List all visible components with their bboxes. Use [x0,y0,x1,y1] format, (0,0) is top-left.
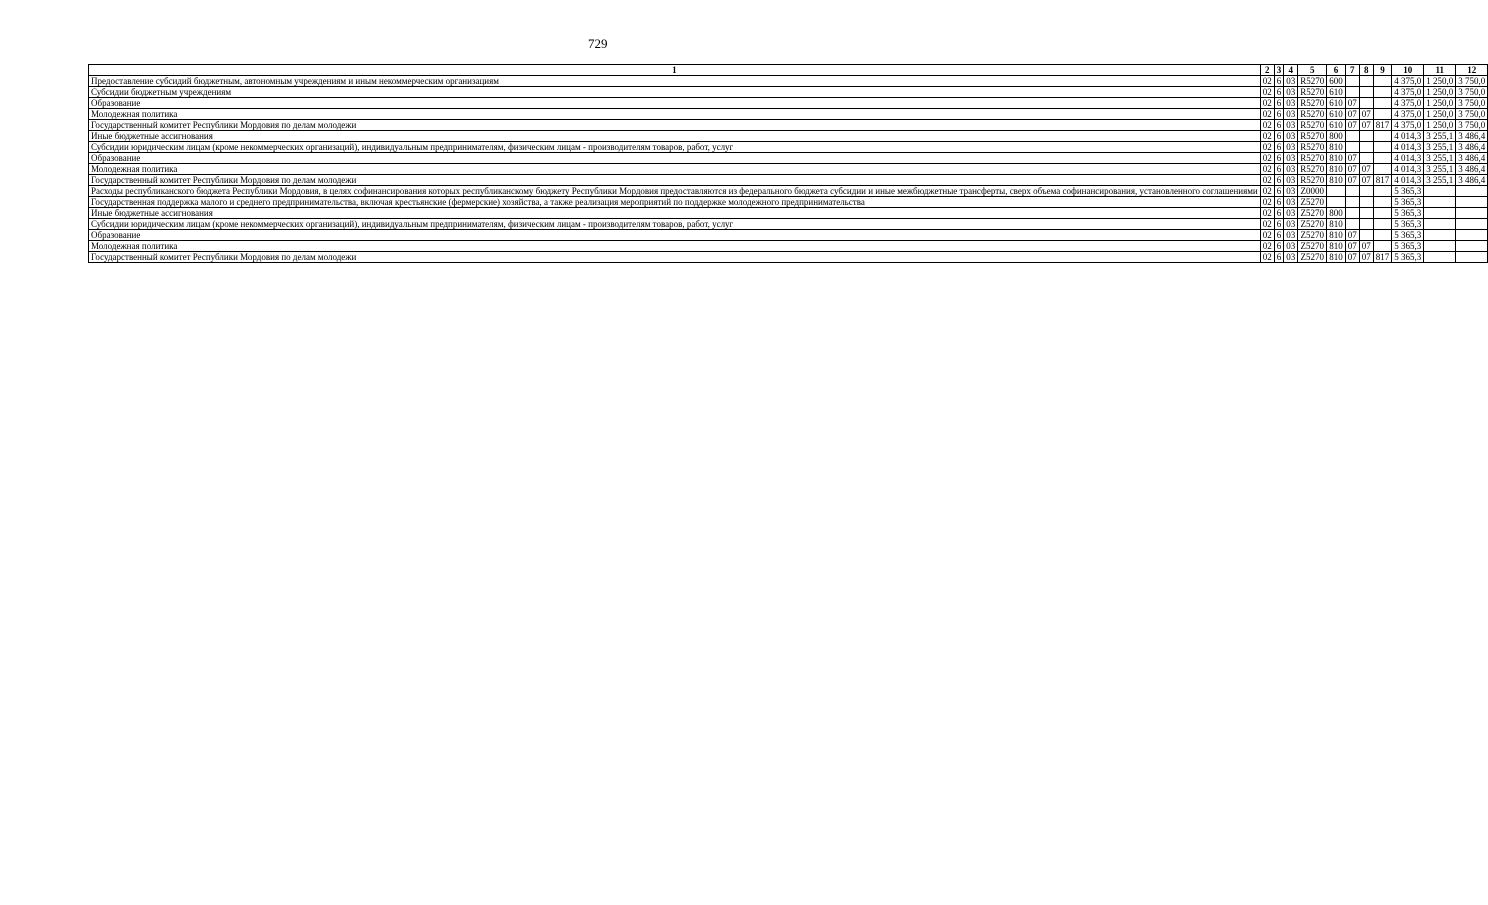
table-cell: 3 750,0 [1456,87,1488,98]
row-label: Образование [89,98,1261,109]
column-header: 2 [1260,65,1274,76]
table-cell [1373,153,1392,164]
row-label: Государственный комитет Республики Мордовия по делам молодежи [89,120,1261,131]
table-cell [1456,241,1488,252]
table-cell: 810 [1327,142,1346,153]
table-row [89,109,1488,120]
table-cell: R5270 [1298,120,1327,131]
column-header: 7 [1345,65,1359,76]
table-cell: 1 250,0 [1424,109,1456,120]
table-cell: R5270 [1298,131,1327,142]
table-cell: 02 [1260,164,1274,175]
table-cell: 3 486,4 [1456,131,1488,142]
table-cell [1327,197,1346,208]
table-cell: 02 [1260,153,1274,164]
table-cell: 03 [1284,120,1298,131]
table-cell: 02 [1260,252,1274,263]
table-cell: 810 [1327,230,1346,241]
table-cell: 6 [1274,230,1284,241]
table-row [89,241,1488,252]
table-cell: 07 [1359,175,1373,186]
page-number: 729 [588,36,608,51]
row-label: Молодежная политика [89,109,1261,120]
row-label: Субсидии юридическим лицам (кроме некоммерческих организаций), индивидуальным предпринимателям, физическим лицам - производителям товаров, работ, услуг [89,219,1261,230]
table-cell: Z5270 [1298,230,1327,241]
table-cell [1359,87,1373,98]
table-cell: 02 [1260,208,1274,219]
table-cell: 02 [1260,230,1274,241]
table-cell: 02 [1260,175,1274,186]
table-cell [1373,98,1392,109]
table-row [89,164,1488,175]
table-cell: 817 [1373,252,1392,263]
table-cell: 800 [1327,131,1346,142]
table-row [89,76,1488,87]
table-cell: 3 255,1 [1424,131,1456,142]
row-label: Молодежная политика [89,164,1261,175]
table-cell: 6 [1274,241,1284,252]
table-cell [1359,153,1373,164]
table-cell: 03 [1284,186,1298,197]
table-cell: 3 486,4 [1456,142,1488,153]
table-cell [1373,219,1392,230]
table-cell: 02 [1260,87,1274,98]
table-cell: 610 [1327,109,1346,120]
table-cell: 6 [1274,252,1284,263]
table-cell [1359,98,1373,109]
column-header: 11 [1424,65,1456,76]
column-header: 12 [1456,65,1488,76]
table-cell: 810 [1327,252,1346,263]
row-label: Предоставление субсидий бюджетным, автономным учреждениям и иным некоммерческим организациям [89,76,1261,87]
table-cell: 817 [1373,175,1392,186]
table-cell: 02 [1260,241,1274,252]
table-cell [1373,186,1392,197]
table-row [89,230,1488,241]
table-cell: 07 [1359,241,1373,252]
table-cell: 6 [1274,142,1284,153]
budget-table [88,64,1488,263]
table-cell: 1 250,0 [1424,87,1456,98]
table-cell [1373,241,1392,252]
table-cell: 07 [1345,98,1359,109]
table-cell: 1 250,0 [1424,76,1456,87]
row-label: Образование [89,153,1261,164]
table-cell: 6 [1274,131,1284,142]
table-cell: 3 750,0 [1456,109,1488,120]
table-cell: 3 255,1 [1424,153,1456,164]
table-cell: 07 [1359,252,1373,263]
table-cell: 6 [1274,153,1284,164]
table-row [89,219,1488,230]
row-label: Образование [89,230,1261,241]
column-header: 8 [1359,65,1373,76]
table-cell: 03 [1284,142,1298,153]
column-header: 4 [1284,65,1298,76]
table-cell [1456,252,1488,263]
table-cell: Z0000 [1298,186,1327,197]
table-cell: 02 [1260,142,1274,153]
table-row [89,252,1488,263]
table-cell: R5270 [1298,87,1327,98]
table-cell: 610 [1327,87,1346,98]
table-cell: 02 [1260,109,1274,120]
table-cell: 02 [1260,120,1274,131]
table-cell [1373,87,1392,98]
table-cell: 07 [1359,109,1373,120]
table-cell [1424,241,1456,252]
table-cell: 610 [1327,98,1346,109]
row-label: Субсидии бюджетным учреждениям [89,87,1261,98]
table-cell: 03 [1284,252,1298,263]
table-cell: 810 [1327,153,1346,164]
column-header: 1 [89,65,1261,76]
table-cell [1424,197,1456,208]
table-row [89,175,1488,186]
table-cell: Z5270 [1298,208,1327,219]
table-cell: 07 [1359,120,1373,131]
table-cell: 1 250,0 [1424,98,1456,109]
table-cell: 3 750,0 [1456,98,1488,109]
table-cell: 5 365,3 [1392,197,1424,208]
table-row [89,87,1488,98]
table-cell: 810 [1327,219,1346,230]
table-cell: 07 [1345,241,1359,252]
table-cell: 3 255,1 [1424,142,1456,153]
table-cell [1456,208,1488,219]
table-row [89,197,1488,208]
table-cell: 5 365,3 [1392,241,1424,252]
table-cell: 4 014,3 [1392,153,1424,164]
table-cell [1373,230,1392,241]
row-label: Расходы республиканского бюджета Республики Мордовия, в целях софинансирования которых республиканскому бюджету Республики Мордовия предоставляются из федерального бюджета субсидии и иные межбюджетные трансферты, сверх объема софинансирования, установленного соглашениями [89,186,1261,197]
table-cell: 4 375,0 [1392,76,1424,87]
table-cell: 02 [1260,131,1274,142]
table-cell: 4 375,0 [1392,120,1424,131]
row-label: Молодежная политика [89,241,1261,252]
table-cell: Z5270 [1298,197,1327,208]
table-cell: 6 [1274,219,1284,230]
row-label: Иные бюджетные ассигнования [89,131,1261,142]
table-cell [1373,131,1392,142]
table-row [89,131,1488,142]
table-cell: 3 255,1 [1424,175,1456,186]
table-cell: 07 [1345,120,1359,131]
table-cell: 3 255,1 [1424,164,1456,175]
table-cell: 02 [1260,197,1274,208]
table-cell: 600 [1327,76,1346,87]
table-body [89,76,1488,263]
column-header: 6 [1327,65,1346,76]
table-cell [1456,219,1488,230]
table-cell: 02 [1260,219,1274,230]
table-cell [1345,186,1359,197]
table-cell: 800 [1327,208,1346,219]
table-cell: R5270 [1298,153,1327,164]
table-cell: 817 [1373,120,1392,131]
table-cell: 07 [1345,164,1359,175]
table-cell: Z5270 [1298,252,1327,263]
table-cell: R5270 [1298,98,1327,109]
table-cell: 810 [1327,241,1346,252]
table-cell: 810 [1327,164,1346,175]
table-cell [1359,197,1373,208]
table-cell: 5 365,3 [1392,186,1424,197]
table-cell: 5 365,3 [1392,252,1424,263]
table-cell: Z5270 [1298,241,1327,252]
table-cell: 03 [1284,208,1298,219]
table-row [89,120,1488,131]
table-cell [1456,197,1488,208]
table-cell: 03 [1284,219,1298,230]
column-header: 10 [1392,65,1424,76]
table-cell [1373,197,1392,208]
table-cell: 07 [1359,164,1373,175]
table-cell: 4 014,3 [1392,164,1424,175]
table-cell: 3 486,4 [1456,175,1488,186]
table-cell: 3 486,4 [1456,164,1488,175]
table-cell [1359,208,1373,219]
table-cell: 03 [1284,164,1298,175]
table-cell [1456,230,1488,241]
row-label: Субсидии юридическим лицам (кроме некоммерческих организаций), индивидуальным предпринимателям, физическим лицам - производителям товаров, работ, услуг [89,142,1261,153]
header-row [89,65,1488,76]
table-cell: 03 [1284,87,1298,98]
table-cell: 03 [1284,76,1298,87]
table-cell [1424,186,1456,197]
table-cell: 02 [1260,76,1274,87]
table-cell: 4 375,0 [1392,98,1424,109]
table-cell: 4 014,3 [1392,175,1424,186]
table-cell: 5 365,3 [1392,219,1424,230]
table-cell: 6 [1274,186,1284,197]
table-cell [1359,230,1373,241]
table-cell: 6 [1274,109,1284,120]
column-header: 5 [1298,65,1327,76]
table-cell [1424,208,1456,219]
table-cell [1345,208,1359,219]
table-cell: R5270 [1298,109,1327,120]
table-cell [1424,219,1456,230]
table-cell: 4 375,0 [1392,87,1424,98]
table-cell [1345,197,1359,208]
table-cell: 03 [1284,98,1298,109]
table-cell: 1 250,0 [1424,120,1456,131]
row-label: Иные бюджетные ассигнования [89,208,1261,219]
table-cell: 03 [1284,197,1298,208]
table-cell [1359,142,1373,153]
table-cell: 07 [1345,175,1359,186]
table-cell: 6 [1274,98,1284,109]
table-cell: 6 [1274,175,1284,186]
table-cell [1456,186,1488,197]
table-cell: 5 365,3 [1392,208,1424,219]
table-cell: 5 365,3 [1392,230,1424,241]
table-cell: R5270 [1298,142,1327,153]
table-cell [1359,131,1373,142]
table-cell: 6 [1274,164,1284,175]
table-cell: 07 [1345,230,1359,241]
table-cell: Z5270 [1298,219,1327,230]
table-cell [1373,142,1392,153]
table-cell [1345,76,1359,87]
table-row [89,153,1488,164]
table-cell [1327,186,1346,197]
table-row [89,208,1488,219]
table-cell [1345,219,1359,230]
table-cell [1373,109,1392,120]
table-cell: R5270 [1298,175,1327,186]
row-label: Государственный комитет Республики Мордовия по делам молодежи [89,252,1261,263]
table-cell: 03 [1284,131,1298,142]
table-cell [1345,87,1359,98]
table-cell [1373,76,1392,87]
column-header: 3 [1274,65,1284,76]
table-cell: 3 750,0 [1456,120,1488,131]
table-cell: 6 [1274,87,1284,98]
column-header: 9 [1373,65,1392,76]
table-row [89,186,1488,197]
table-cell: 07 [1345,252,1359,263]
table-cell: R5270 [1298,76,1327,87]
table-cell: 02 [1260,98,1274,109]
table-cell [1359,76,1373,87]
row-label: Государственный комитет Республики Мордовия по делам молодежи [89,175,1261,186]
table-cell [1373,164,1392,175]
table-cell [1424,252,1456,263]
table-cell [1345,131,1359,142]
table-row [89,98,1488,109]
table-cell: 03 [1284,109,1298,120]
table-cell: 4 014,3 [1392,142,1424,153]
table-cell: 6 [1274,76,1284,87]
table-cell: 4 375,0 [1392,109,1424,120]
row-label: Государственная поддержка малого и среднего предпринимательства, включая крестьянские (фермерские) хозяйства, а также реализация мероприятий по поддержке молодежного предпринимательства [89,197,1261,208]
table-cell: 03 [1284,230,1298,241]
table-cell [1359,219,1373,230]
table-row [89,142,1488,153]
table-cell: R5270 [1298,164,1327,175]
table-cell [1359,186,1373,197]
table-cell [1345,142,1359,153]
table-cell: 03 [1284,241,1298,252]
table-cell: 03 [1284,175,1298,186]
table-cell: 610 [1327,120,1346,131]
table-cell: 07 [1345,109,1359,120]
table-cell: 3 486,4 [1456,153,1488,164]
table-cell: 6 [1274,197,1284,208]
table-cell: 6 [1274,208,1284,219]
table-cell: 3 750,0 [1456,76,1488,87]
table-cell: 02 [1260,186,1274,197]
table-cell: 6 [1274,120,1284,131]
table-cell [1424,230,1456,241]
table-cell: 810 [1327,175,1346,186]
table-cell: 07 [1345,153,1359,164]
table-cell [1373,208,1392,219]
table-cell: 03 [1284,153,1298,164]
table-cell: 4 014,3 [1392,131,1424,142]
